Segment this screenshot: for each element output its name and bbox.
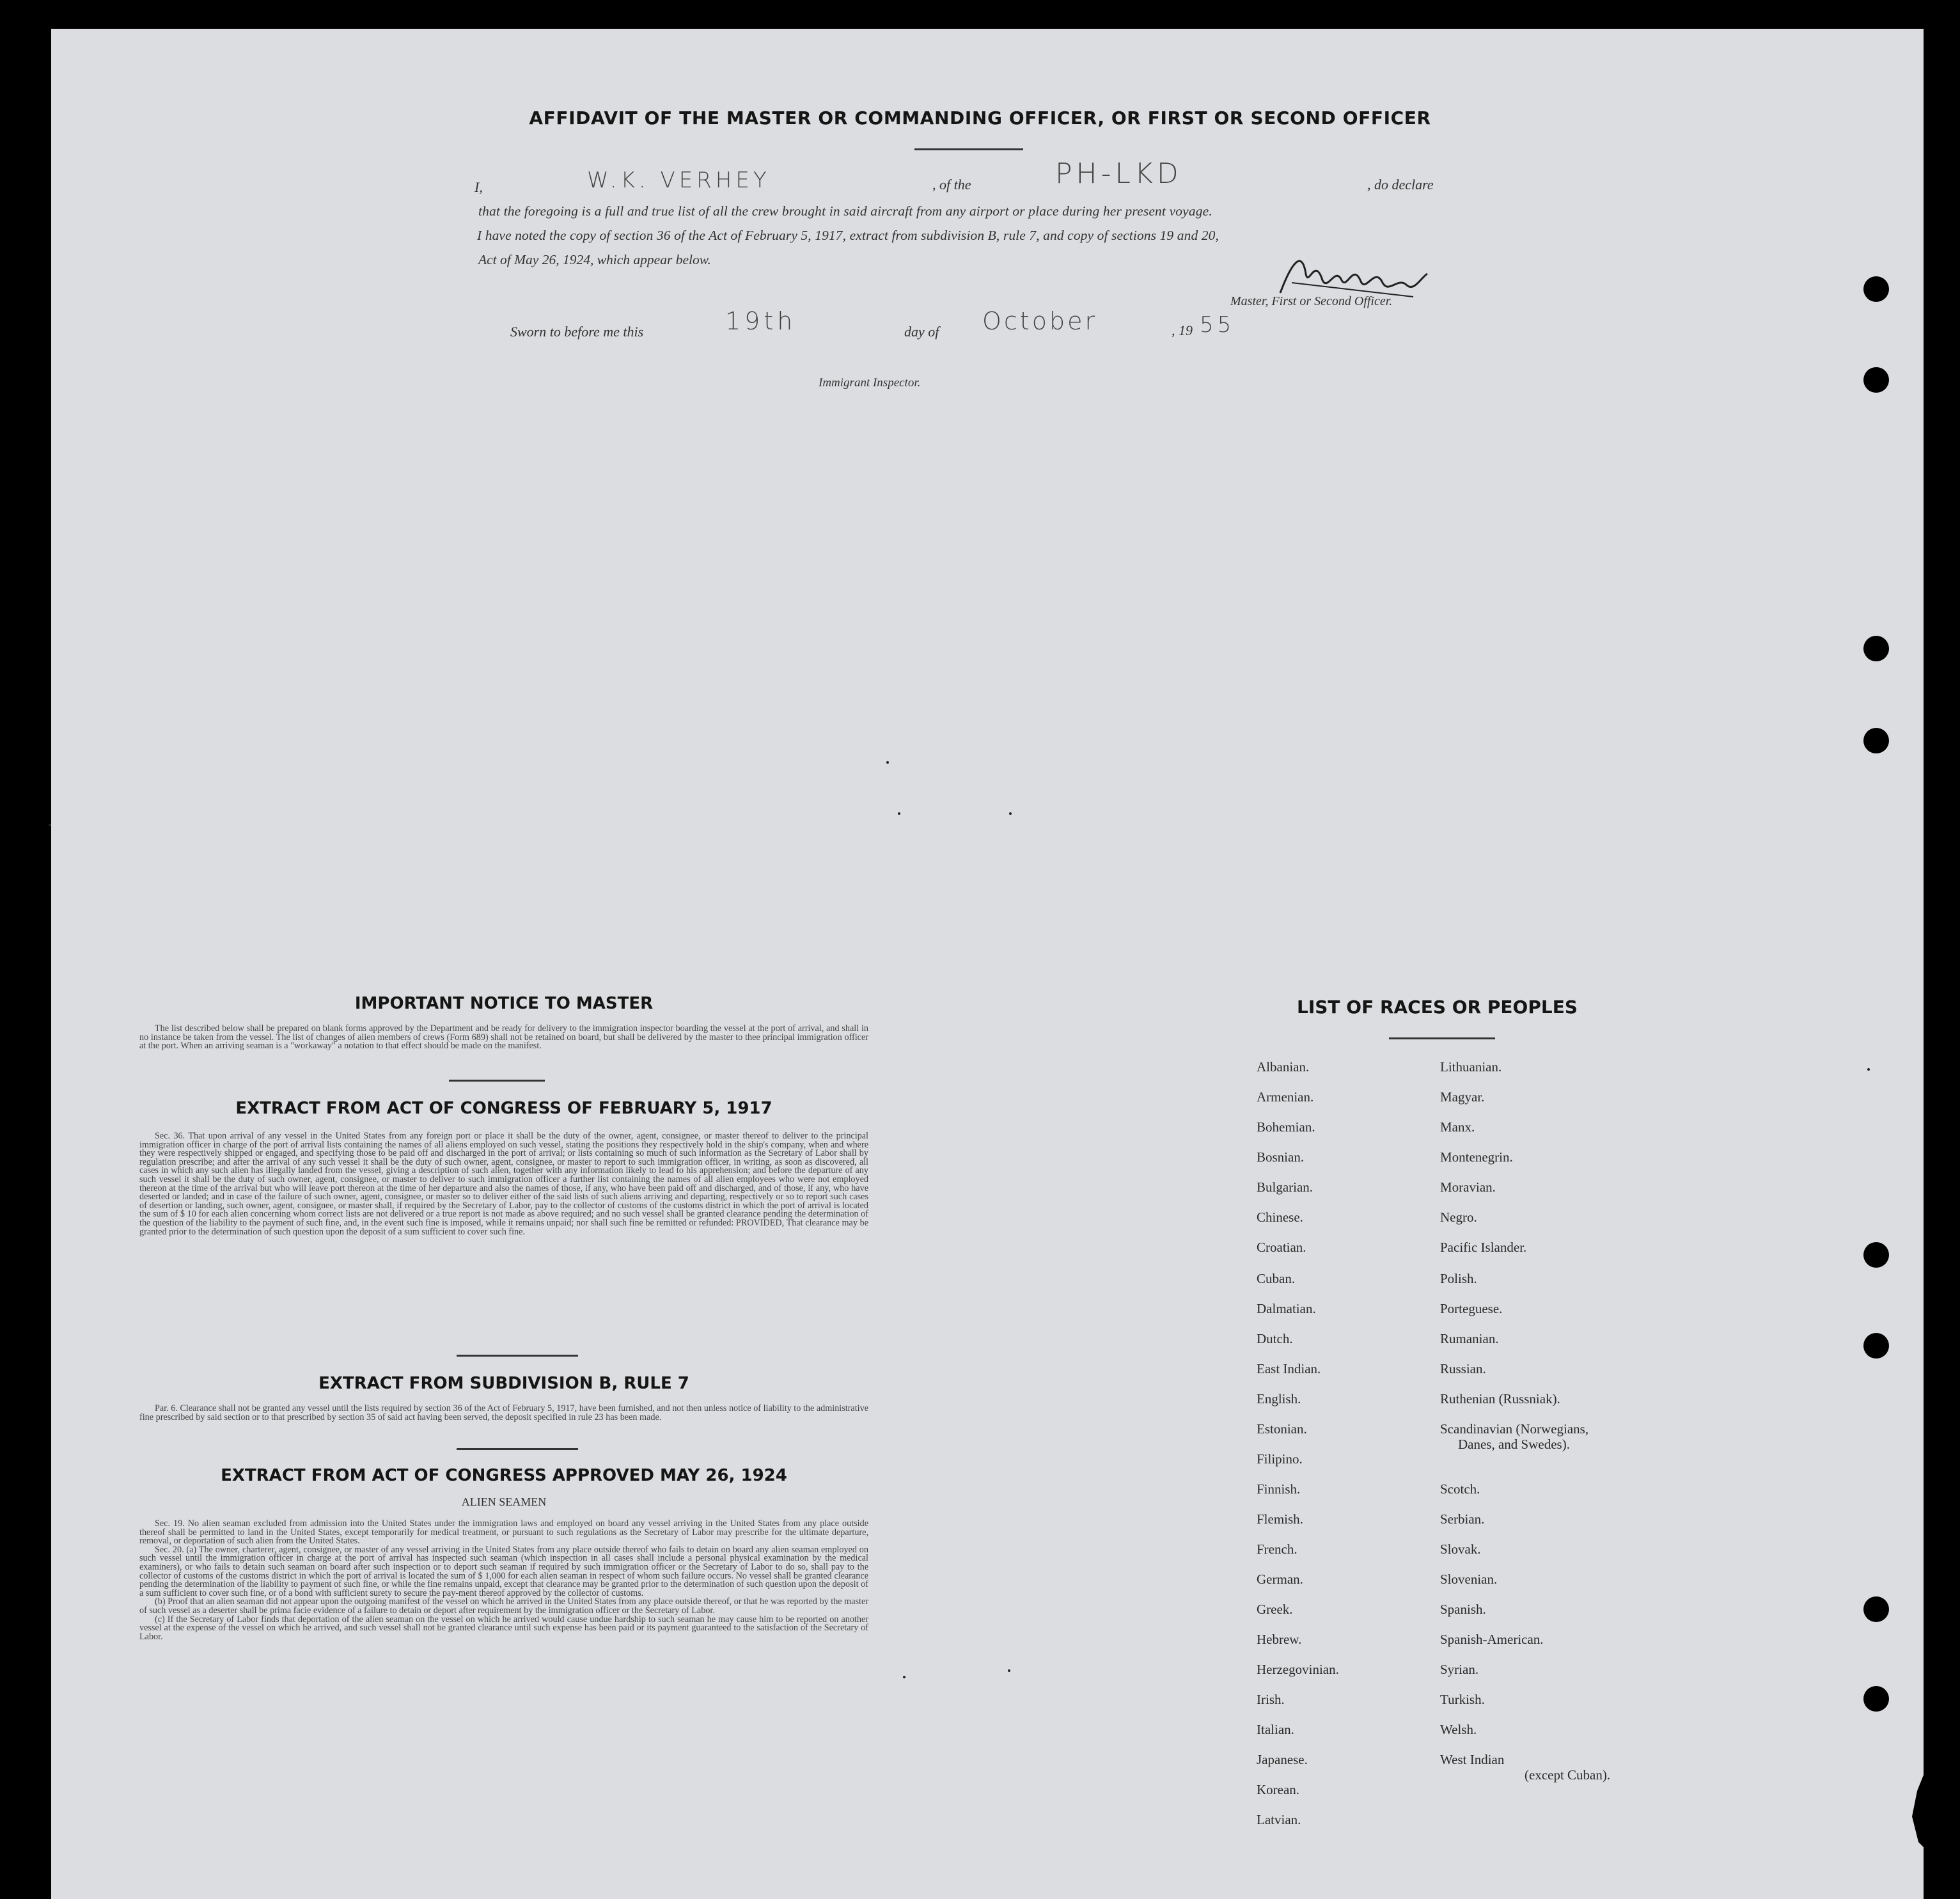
race-item: Serbian. [1440, 1511, 1485, 1527]
extract-1917-body [139, 1132, 868, 1236]
race-item: Filipino. [1257, 1451, 1303, 1467]
race-item: German. [1257, 1572, 1303, 1587]
of-the-label: , of the [932, 177, 971, 193]
races-title: LIST OF RACES OR PEOPLES [1297, 997, 1578, 1018]
race-item: English. [1257, 1391, 1301, 1407]
section-36-paragraph: Sec. 36. That upon arrival of any vessel in the United States from any foreign port or place it shall be the duty of the owner, agent, consignee, or master thereof to deliver to the principal immigration officer in charge of the port of arrival lists containing the names of all aliens employed on such vessel, stating the positions they respectively hold in the ship's company, when and where they were respectively shipped or engaged, and specifying those to be paid off and discharged in the port of arrival; or lists containing so much of such information as the Secretary of Labor shall by regulation prescribe; and after the arrival of any such vessel it shall be the duty of such owner, agent, consignee, or master to report to such immigration officer, in writing, as soon as discovered, all cases in which any such alien has illegally landed from the vessel, giving a description of such alien, together with any information likely to lead to his apprehension; and before the departure of any such vessel it shall be the duty of such owner, agent, consignee, or master to deliver to such immigration officer a further list containing the names of all alien employees who were not employed thereon at the time of the arrival but who will leave port thereon at the time of her departure and also the names of those, if any, who have been paid off and discharged, and of those, if any, who have deserted or landed; and in case of the failure of such owner, agent, consignee, or master so to deliver either of the said lists of such aliens arriving and departing, respectively or so to report such cases of desertion or landing, such owner, agent, consignee, or master shall, if required by the Secretary of Labor, pay to the collector of customs of the customs district in which the port of arrival is located the sum of $ 10 for each alien concerning whom correct lists are not delivered or a true report is not made as above required; and no such vessel shall be granted clearance pending the determination of the question of the liability to the payment of such fine, and, in the event such fine is imposed, while it remains unpaid; nor shall such fine be remitted or refunded: PROVIDED, That clearance may be granted prior to the determination of such question upon the deposit of a sum sufficient to cover such fine. [139, 1131, 868, 1237]
rule-7-rule [457, 1448, 578, 1450]
race-item: Syrian. [1440, 1662, 1479, 1677]
punch-hole [1863, 276, 1889, 302]
race-item: Hebrew. [1257, 1632, 1302, 1647]
race-item: Latvian. [1257, 1812, 1301, 1827]
affidavit-line-3: I have noted the copy of section 36 of the Act of February 5, 1917, extract from subdivision B, rule 7, and copy of sections 19 and 20, [477, 228, 1219, 243]
race-item: Scotch. [1440, 1481, 1480, 1497]
race-item: Cuban. [1257, 1271, 1296, 1286]
race-item: Slovak. [1440, 1541, 1481, 1557]
race-item: Croatian. [1257, 1240, 1306, 1255]
race-item: Ruthenian (Russniak). [1440, 1391, 1560, 1407]
race-item: Moravian. [1440, 1179, 1496, 1195]
race-item: (except Cuban). [1525, 1767, 1611, 1783]
scan-speck [1008, 1669, 1010, 1672]
race-item: Bulgarian. [1257, 1179, 1313, 1195]
race-item: Japanese. [1257, 1752, 1308, 1767]
race-item: Welsh. [1440, 1722, 1477, 1737]
scan-speck [903, 1676, 906, 1678]
race-item: French. [1257, 1541, 1298, 1557]
punch-hole [1863, 636, 1889, 661]
punch-hole [1863, 1242, 1889, 1268]
scan-speck [1009, 812, 1012, 815]
race-item: Bosnian. [1257, 1149, 1305, 1165]
rule-7-body [139, 1405, 868, 1422]
affidavit-title: AFFIDAVIT OF THE MASTER OR COMMANDING OFFICER, OR FIRST OR SECOND OFFICER [529, 107, 1431, 129]
notice-paragraph: The list described below shall be prepared on blank forms approved by the Department and be ready for delivery to the immigration inspector boarding the vessel at the port of arrival, and shall in no instance be taken from the vessel. The list of changes of alien members of crews (Form 689) shall not be retained on board, but shall be delivered by the master to thee principal immigration officer at the port. When an arriving seaman is a "workaway" a notation to that effect should be made on the manifest. [139, 1023, 868, 1052]
race-item: Pacific Islander. [1440, 1240, 1527, 1255]
race-item: Flemish. [1257, 1511, 1303, 1527]
race-item: Porteguese. [1440, 1301, 1503, 1316]
race-item: Spanish-American. [1440, 1632, 1544, 1647]
extract-1924-body [139, 1520, 868, 1641]
race-item: West Indian [1440, 1752, 1505, 1767]
affidavit-title-rule [914, 148, 1023, 150]
race-item: Scandinavian (Norwegians, [1440, 1421, 1589, 1437]
year-handwritten: 55 [1200, 312, 1235, 338]
race-item: Greek. [1257, 1602, 1293, 1617]
year-prefix-label: , 19 [1172, 322, 1193, 338]
punch-hole [1863, 1333, 1889, 1359]
alien-seamen-subtitle: ALIEN SEAMEN [461, 1495, 547, 1508]
section-20b-paragraph: (b) Proof that an alien seaman did not appear upon the outgoing manifest of the vessel on which he arrived in the United States from any place outside thereof, or that he was reported by the master of such vessel as a deserter shall be prima facie evidence of a failure to detain or deport after requirement by the immigration officer or the Secretary of Labor. [139, 1596, 868, 1616]
notice-body [139, 1025, 868, 1051]
race-item: Polish. [1440, 1271, 1477, 1286]
race-item: Finnish. [1257, 1481, 1301, 1497]
signature-caption: Master, First or Second Officer. [1230, 294, 1393, 308]
par-6-paragraph: Par. 6. Clearance shall not be granted any vessel until the lists required by section 36 of the Act of February 5, 1917, have been furnished, and not then unless notice of liability to the administrative fine prescribed by said section or to that prescribed by section 35 of said act having been served, the deposit specified in rule 23 has been made. [139, 1403, 868, 1422]
race-item: Lithuanian. [1440, 1059, 1502, 1075]
scan-speck [1867, 1068, 1870, 1071]
race-item: Armenian. [1257, 1089, 1314, 1105]
race-item: Danes, and Swedes). [1458, 1437, 1570, 1452]
race-item: Manx. [1440, 1119, 1475, 1135]
affidavit-i-label: I, [474, 179, 483, 195]
notice-title: IMPORTANT NOTICE TO MASTER [354, 994, 654, 1013]
section-20a-paragraph: Sec. 20. (a) The owner, charterer, agent, consignee, or master of any vessel arriving in the United States from any place outside thereof who fails to detain on board any alien seaman employed on such vessel until the immigration officer in charge at the port of arrival has inspected such seaman (which inspection in all cases shall include a personal physical examination by the medical examiners), or who fails to detain such seaman on board after such inspection or to deport such seaman if required by such immigration officer or the Secretary of Labor to do so, shall pay to the collector of customs of the customs district in which the port of arrival is located the sum of $ 1,000 for each alien seaman in respect of whom such failure occurs. No vessel shall be granted clearance pending the determination of the liability to payment of such fine, or while the fine remains unpaid, except that clearance may be granted prior to the determination of such question upon the deposit of a sum sufficient to cover such fine, or of a bond with sufficient surety to secure the pay-ment thereof approved by the collector of customs. [139, 1544, 868, 1598]
race-item: Magyar. [1440, 1089, 1485, 1105]
do-declare-label: , do declare [1367, 177, 1434, 193]
race-item: Albanian. [1257, 1059, 1310, 1075]
affidavit-line-4: Act of May 26, 1924, which appear below. [478, 252, 711, 267]
race-item: Spanish. [1440, 1602, 1486, 1617]
day-of-label: day of [904, 324, 939, 340]
race-item: Montenegrin. [1440, 1149, 1513, 1165]
race-item: Turkish. [1440, 1692, 1485, 1707]
race-item: Chinese. [1257, 1210, 1303, 1225]
race-item: Russian. [1440, 1361, 1486, 1376]
day-handwritten: 19th [725, 307, 797, 335]
inspector-caption: Immigrant Inspector. [819, 376, 921, 390]
race-item: Dalmatian. [1257, 1301, 1316, 1316]
race-item: Bohemian. [1257, 1119, 1315, 1135]
section-20c-paragraph: (c) If the Secretary of Labor finds that deportation of the alien seaman on the vessel on which he arrived would cause undue hardship to such seaman he may cause him to be reported on another vessel at the expense of the vessel on which he arrived, and such vessel shall not be granted clearance until such expense has been paid or its payment guaranteed to the satisfaction of the Secretary of Labor. [139, 1614, 868, 1642]
race-item: Negro. [1440, 1210, 1477, 1225]
punch-hole [1863, 728, 1889, 753]
scan-speck [898, 812, 900, 815]
vessel-id-handwritten: PH-LKD [1055, 157, 1182, 190]
section-19-paragraph: Sec. 19. No alien seaman excluded from admission into the United States under the immigration laws and employed on board any vessel arriving in the United States from any place outside thereof shall be permitted to land in the United States, except temporarily for medical treatment, or pursuant to such regulations as the Secretary of Labor may prescribe for the ultimate departure, removal, or deportation of such alien from the United States. [139, 1518, 868, 1547]
race-item: Korean. [1257, 1782, 1300, 1797]
race-item: East Indian. [1257, 1361, 1321, 1376]
race-item: Rumanian. [1440, 1331, 1499, 1346]
race-item: Italian. [1257, 1722, 1294, 1737]
scan-speck [886, 761, 889, 764]
race-item: Slovenian. [1440, 1572, 1498, 1587]
sworn-label: Sworn to before me this [510, 324, 644, 340]
race-item: Dutch. [1257, 1331, 1293, 1346]
torn-corner [1912, 1772, 1925, 1848]
extract-1917-rule [457, 1355, 578, 1357]
race-item: Irish. [1257, 1692, 1285, 1707]
scan-speck [49, 824, 51, 826]
extract-1924-title: EXTRACT FROM ACT OF CONGRESS APPROVED MAY 26, 1924 [221, 1466, 787, 1485]
month-handwritten: October [982, 307, 1098, 335]
races-title-rule [1389, 1037, 1495, 1039]
punch-hole [1863, 1596, 1889, 1622]
affidavit-line-2: that the foregoing is a full and true list of all the crew brought in said aircraft from any airport or place during her present voyage. [478, 203, 1212, 219]
race-item: Herzegovinian. [1257, 1662, 1339, 1677]
notice-rule [449, 1080, 545, 1082]
master-name-handwritten: W.K. VERHEY [587, 168, 771, 193]
extract-1917-title: EXTRACT FROM ACT OF CONGRESS OF FEBRUARY 5, 1917 [235, 1099, 772, 1118]
rule-7-title: EXTRACT FROM SUBDIVISION B, RULE 7 [318, 1374, 689, 1393]
punch-hole [1863, 1686, 1889, 1712]
race-item: Estonian. [1257, 1421, 1307, 1437]
punch-hole [1863, 367, 1889, 393]
